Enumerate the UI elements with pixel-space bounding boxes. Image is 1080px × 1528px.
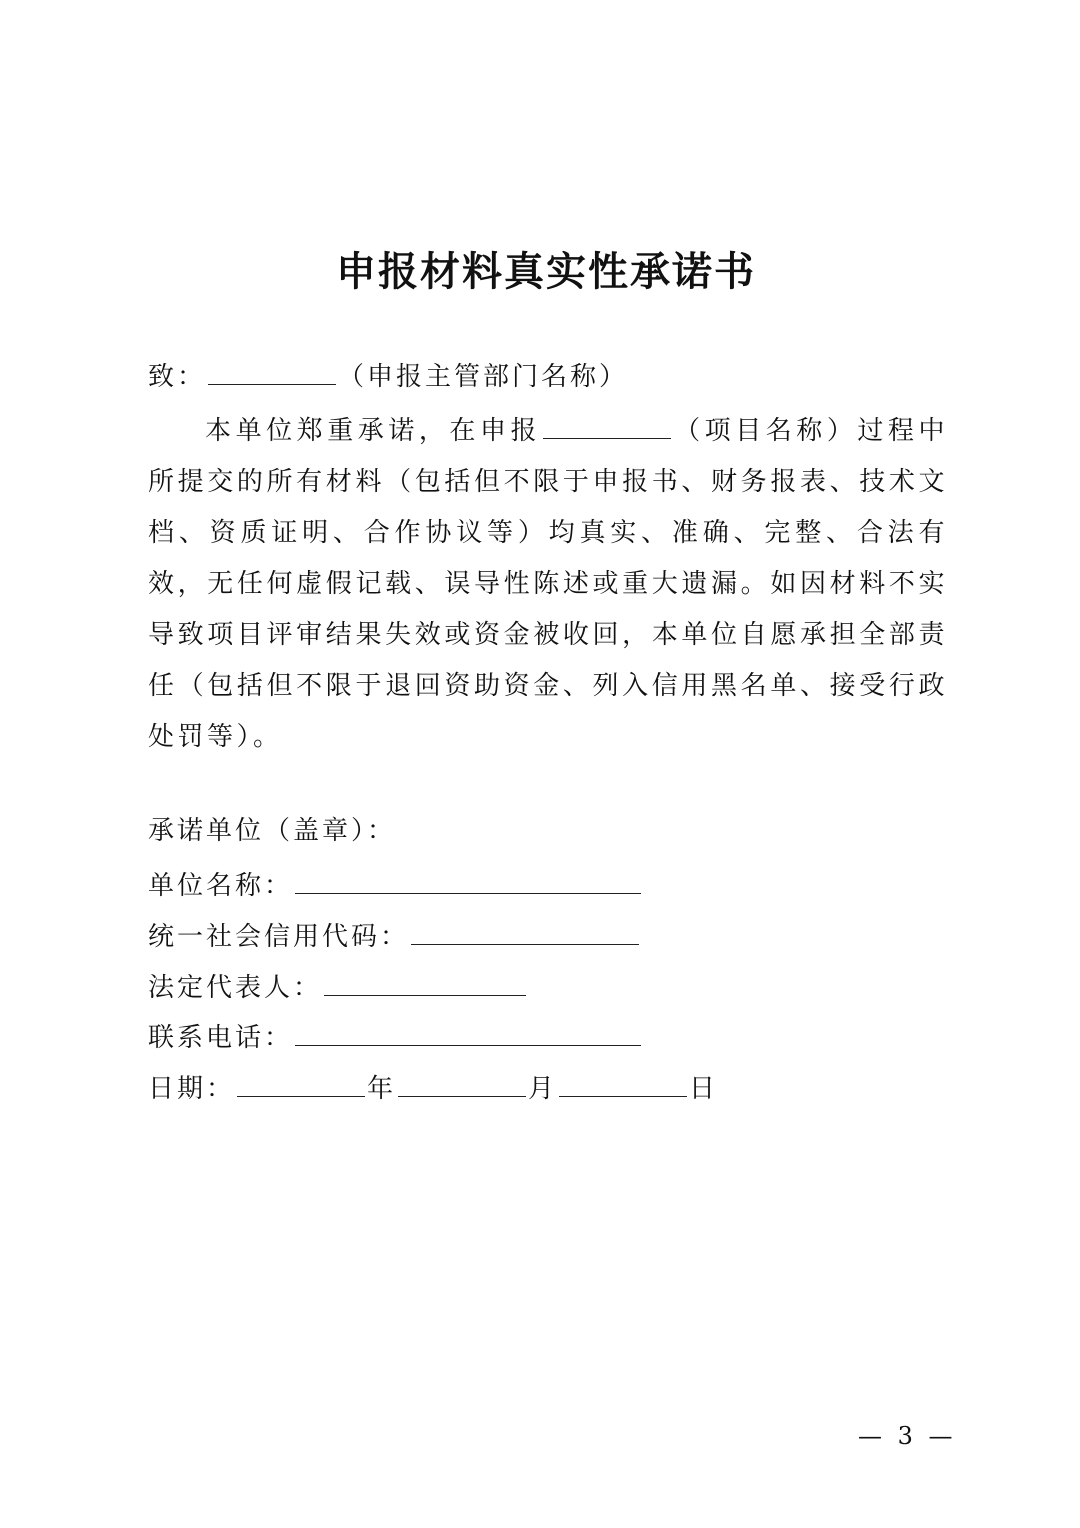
phone-blank[interactable] [295, 1021, 641, 1046]
month-blank[interactable] [398, 1072, 526, 1097]
day-blank[interactable] [559, 1072, 687, 1097]
addressee-line [148, 360, 628, 390]
page-number: — 3 — [858, 1422, 957, 1450]
project-name-blank[interactable] [543, 414, 671, 439]
date-line [148, 1072, 718, 1102]
month-label: 月 [528, 1074, 558, 1104]
credit-code-line [148, 920, 641, 950]
legal-rep-line [148, 971, 528, 1001]
year-label: 年 [367, 1074, 397, 1104]
credit-code-blank[interactable] [411, 920, 639, 945]
legal-rep-label: 法定代表人： [148, 973, 323, 1003]
unit-name-label: 单位名称： [148, 871, 294, 901]
credit-code-label: 统一社会信用代码： [148, 922, 410, 952]
phone-line [148, 1021, 643, 1051]
addressee-prefix: 致： [148, 362, 207, 392]
commitment-paragraph [148, 406, 948, 763]
addressee-suffix: （申报主管部门名称） [338, 362, 629, 392]
phone-label: 联系电话： [148, 1023, 294, 1053]
date-label: 日期： [148, 1074, 236, 1104]
unit-name-blank[interactable] [295, 869, 641, 894]
day-label: 日 [689, 1074, 719, 1104]
legal-rep-blank[interactable] [324, 971, 526, 996]
body-part-2: （项目名称）过程中所提交的所有材料（包括但不限于申报书、财务报表、技术文档、资质证明、合作协议等）均真实、准确、完整、合法有效，无任何虚假记载、误导性陈述或重大遗漏。如因材料不实导致项目评审结果失效或资金被收回，本单位自愿承担全部责任（包括但不限于退回资助资金、列入信用黑名单、接受行政处罚等）。 [148, 416, 948, 752]
department-blank[interactable] [208, 360, 336, 385]
unit-name-line [148, 869, 643, 899]
unit-seal-label: 承诺单位（盖章）： [148, 816, 397, 846]
unit-seal-line [148, 818, 396, 844]
year-blank[interactable] [237, 1072, 365, 1097]
body-part-1: 本单位郑重承诺，在申报 [204, 416, 542, 446]
document-title: 申报材料真实性承诺书 [336, 248, 756, 295]
